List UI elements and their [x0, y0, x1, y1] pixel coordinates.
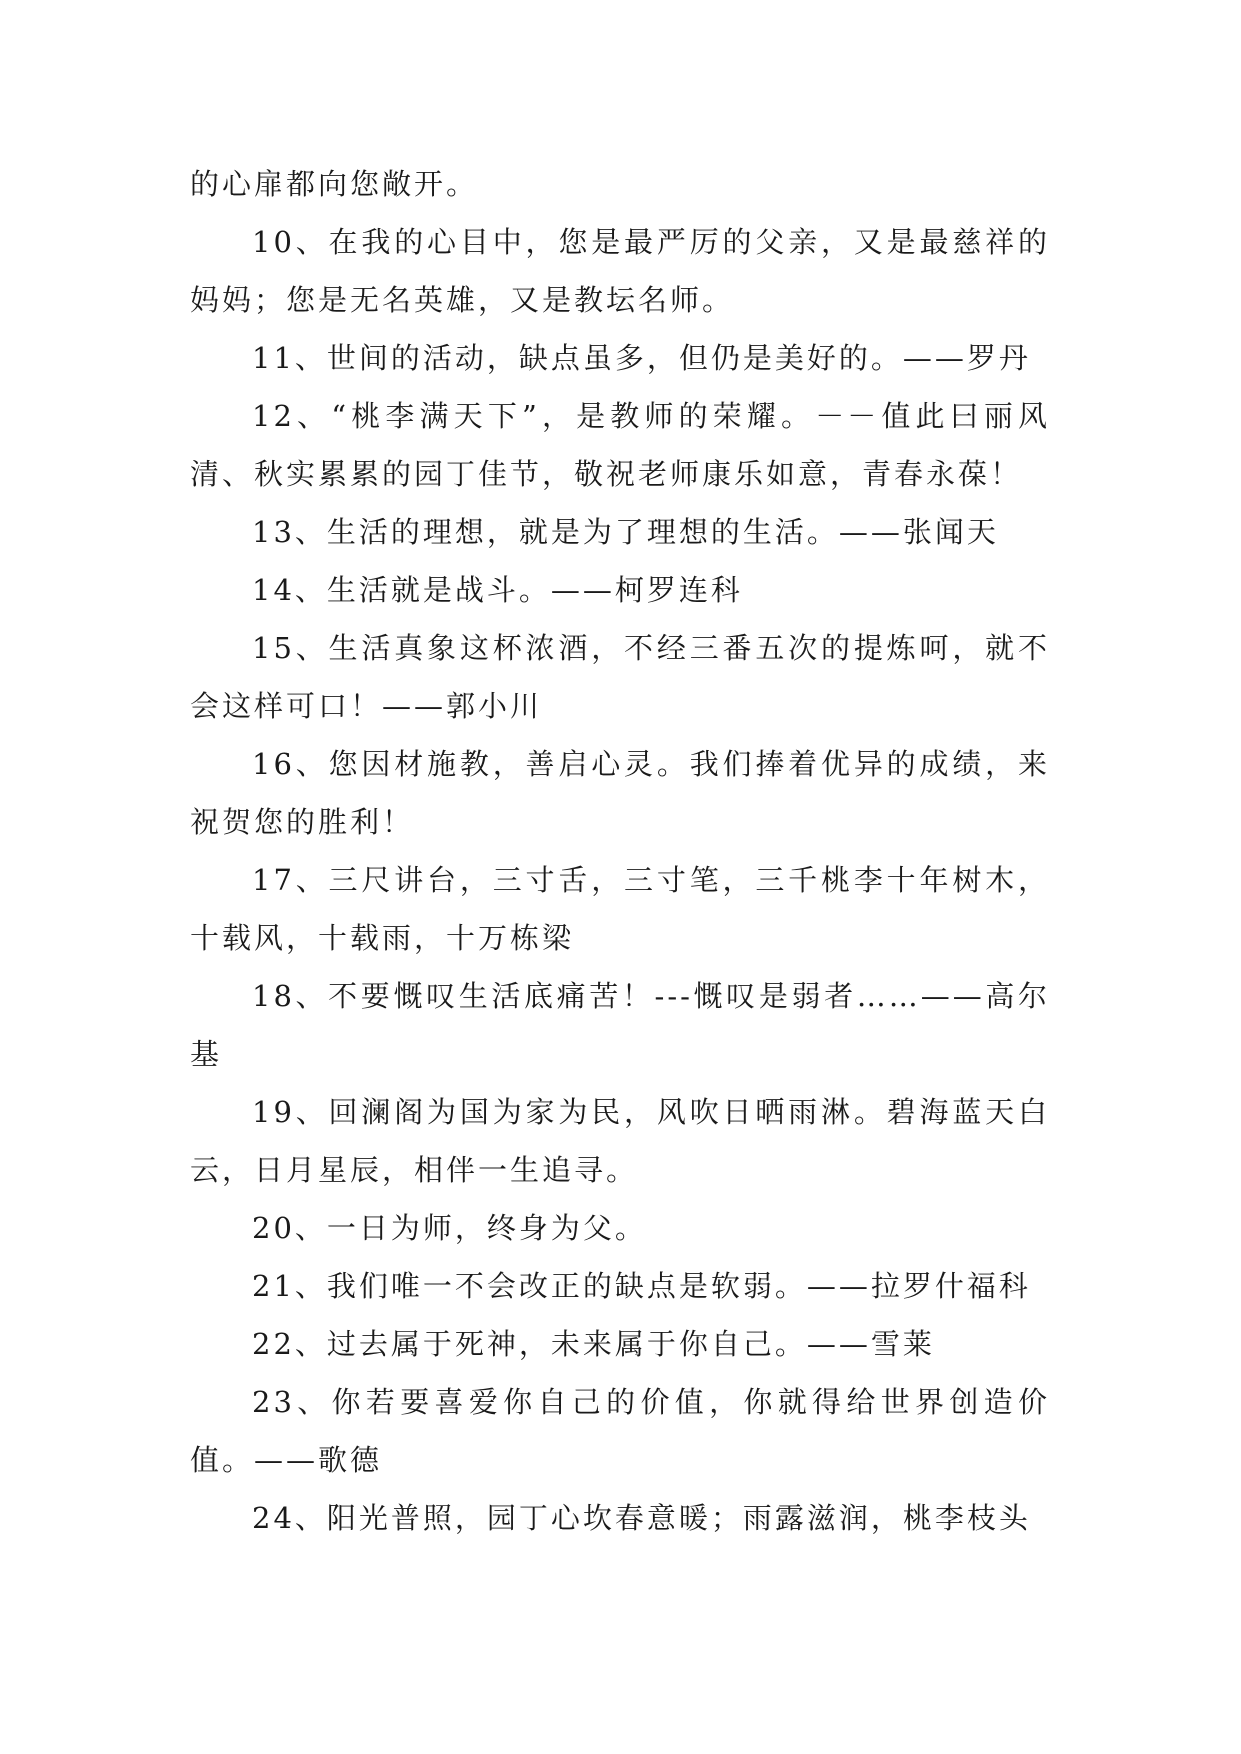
paragraph-quote-17: 17、三尺讲台，三寸舌，三寸笔，三千桃李十年树木，十载风，十载雨，十万栋梁 [190, 863, 1050, 955]
paragraph-quote-21: 21、我们唯一不会改正的缺点是软弱。——拉罗什福科 [252, 1269, 1031, 1303]
paragraph-quote-18: 18、不要慨叹生活底痛苦！---慨叹是弱者……——高尔基 [190, 979, 1050, 1071]
document-body [190, 155, 1050, 1547]
paragraph-quote-22: 22、过去属于死神，未来属于你自己。——雪莱 [252, 1327, 935, 1361]
paragraph-quote-11: 11、世间的活动，缺点虽多，但仍是美好的。——罗丹 [252, 341, 1031, 375]
paragraph-quote-14: 14、生活就是战斗。——柯罗连科 [252, 573, 743, 607]
paragraph-quote-10: 10、在我的心目中，您是最严厉的父亲，又是最慈祥的妈妈；您是无名英雄，又是教坛名师。 [190, 225, 1050, 317]
paragraph-quote-23: 23、你若要喜爱你自己的价值，你就得给世界创造价值。——歌德 [190, 1385, 1050, 1477]
paragraph-quote-19: 19、回澜阁为国为家为民，风吹日晒雨淋。碧海蓝天白云，日月星辰，相伴一生追寻。 [190, 1095, 1050, 1187]
paragraph-quote-12: 12、“桃李满天下”，是教师的荣耀。－－值此曰丽风清、秋实累累的园丁佳节，敬祝老师康乐如意，青春永葆！ [190, 399, 1050, 491]
paragraph-quote-13: 13、生活的理想，就是为了理想的生活。——张闻天 [252, 515, 999, 549]
paragraph-quote-16: 16、您因材施教，善启心灵。我们捧着优异的成绩，来祝贺您的胜利！ [190, 747, 1050, 839]
paragraph-quote-15: 15、生活真象这杯浓酒，不经三番五次的提炼呵，就不会这样可口！——郭小川 [190, 631, 1050, 723]
paragraph-quote-20: 20、一日为师，终身为父。 [252, 1211, 647, 1245]
paragraph-continuation: 的心扉都向您敞开。 [190, 167, 479, 201]
paragraph-quote-24: 24、阳光普照，园丁心坎春意暖；雨露滋润，桃李枝头 [252, 1501, 1031, 1535]
